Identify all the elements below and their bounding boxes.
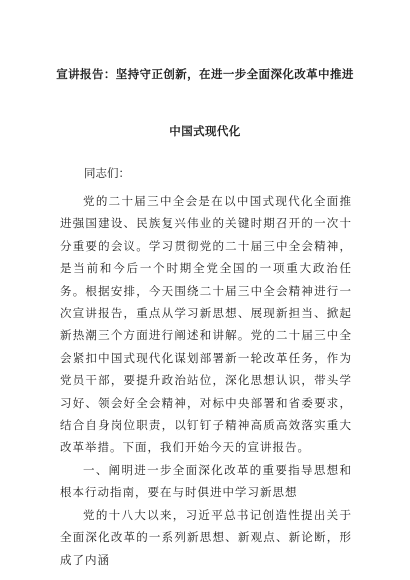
document-title-line-2: 中国式现代化 — [169, 124, 241, 138]
section-heading-1: 一、阐明进一步全面深化改革的重要指导思想和根本行动指南，要在与时俱进中学习新思想 — [60, 462, 352, 500]
document-title-line-1: 宣讲报告：坚持守正创新，在进一步全面深化改革中推进 — [56, 67, 354, 81]
paragraph-intro: 党的二十届三中全会是在以中国式现代化全面推进强国建设、民族复兴伟业的关键时期召开的一次十分重要的会议。学习贯彻党的二十届三中全会精神，是当前和今后一个时期全党全国的一项重大政治任务。根据安排，今天围绕二十届三中全会精神进行一次宣讲报告，重点从学习新思想、展现新担当、掀起新热潮三个方面进行阐述和讲解。党的二十届三中全会紧扣中国式现代化谋划部署新一轮改革任务，作为党员干部，要提升政治站位，深化思想认识，带头学习好、领会好全会精神，对标中央部署和省委要求，结合自身岗位职责，以钉钉子精神高质高效落实重大改革举措。下面，我们开始今天的宣讲报告。 — [60, 194, 352, 455]
document-body — [60, 190, 352, 571]
salutation: 同志们： — [84, 166, 130, 180]
paragraph-section-1: 党的十八大以来，习近平总书记创造性提出关于全面深化改革的一系列新思想、新观点、新论断，形成了内涵 — [60, 507, 352, 567]
